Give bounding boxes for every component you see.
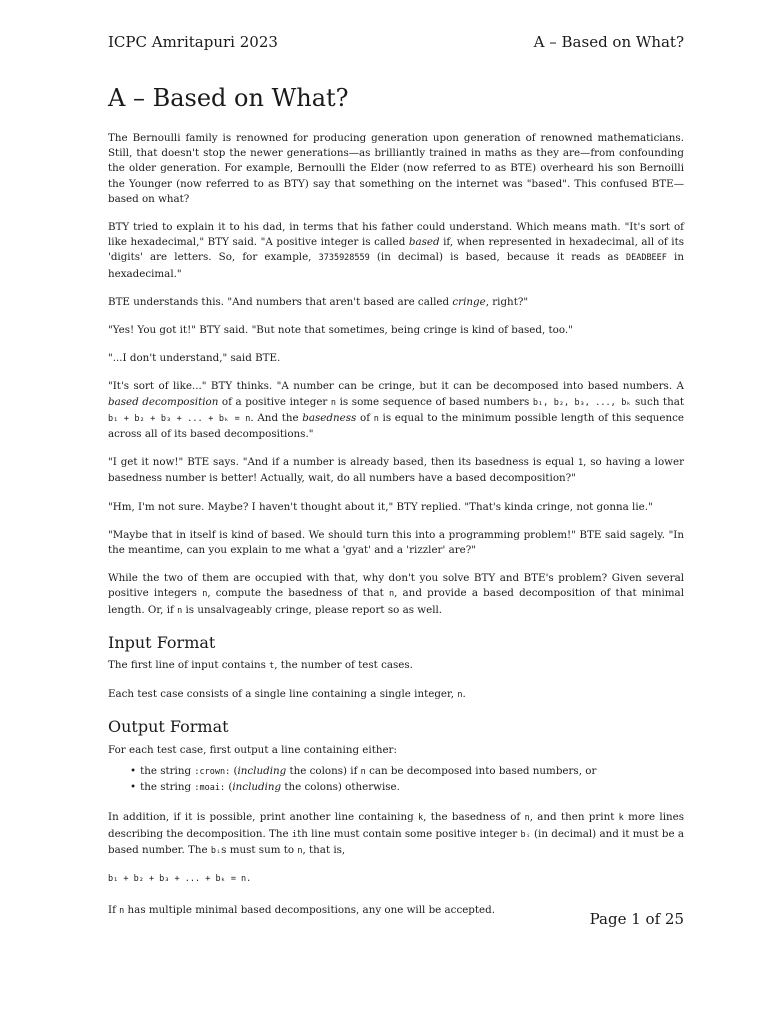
- paragraph-task: While the two of them are occupied with that, why don't you solve BTY and BTE's problem? Given several positive integers n, compute the basedness of that n, and provide a based decomposition of that minimal length. Or, if n is unsalvageably cringe, please report so as well.: [108, 572, 684, 616]
- list-item: • the string :moai: (including the colons) otherwise.: [130, 780, 684, 796]
- input-format-heading: Input Format: [108, 632, 216, 652]
- paragraph-hexadecimal: BTY tried to explain it to his dad, in terms that his father could understand. Which means math. "It's sort of like hexadecimal," BTY said. "A positive integer is called based if, when represented in hexadecimal, all of its 'digits' are letters. So, for example, 3735928559 (in decimal) is based, because it reads as DEADBEEF in hexadecimal.": [108, 221, 684, 280]
- paragraph-programming-problem: "Maybe that in itself is kind of based. We should turn this into a programming problem!" BTE said sagely. "In the meantime, can you explain to me what a 'gyat' and a 'rizzler' are?": [108, 528, 684, 557]
- output-intro: For each test case, first output a line containing either:: [108, 743, 397, 756]
- output-format-heading: Output Format: [108, 717, 229, 737]
- output-description: In addition, if it is possible, print another line containing k, the basedness of n, and then print k more lines describing the decomposition. The ith line must contain some positive integer bᵢ (in decimal) and it must be a based number. The bᵢs must sum to n, that is,: [108, 811, 685, 856]
- paragraph-not-sure: "Hm, I'm not sure. Maybe? I haven't thought about it," BTY replied. "That's kinda cringe, not gonna lie.": [108, 500, 653, 513]
- paragraph-dont-understand: "...I don't understand," said BTE.: [108, 352, 281, 365]
- page-title: A – Based on What?: [108, 84, 349, 112]
- list-item: • the string :crown: (including the colons) if n can be decomposed into based numbers, or: [130, 764, 684, 780]
- paragraph-definition: "It's sort of like..." BTY thinks. "A number can be cringe, but it can be decomposed into based numbers. A based decomposition of a positive integer n is some sequence of based numbers b₁, b₂, b₃, ..., bₖ such that b₁ + b₂ + b₃ + ... + bₖ = n. And the basedness of n is equal to the minimum possible length of this sequence across all of its based decompositions.": [108, 380, 685, 441]
- paragraph-get-it: "I get it now!" BTE says. "And if a number is already based, then its basedness is equal 1, so having a lower basedness number is better! Actually, wait, do all numbers have a based decomposition?": [108, 456, 684, 485]
- sum-formula: b₁ + b₂ + b₃ + ... + bₖ = n.: [108, 873, 252, 884]
- input-line-1: The first line of input contains t, the number of test cases.: [108, 659, 413, 672]
- paragraph-intro: The Bernoulli family is renowned for producing generation upon generation of renowned mathematicians. Still, that doesn't stop the newer generations—as brilliantly trained in maths as they are—from confounding the older generation. For example, Bernoulli the Elder (now referred to as BTE) overheard his son Bernoilli the Younger (now referred to as BTY) say that something on the internet was "based". This confused BTE—based on what?: [108, 132, 684, 205]
- input-line-2: Each test case consists of a single line containing a single integer, n.: [108, 688, 466, 701]
- problem-statement: [108, 131, 684, 932]
- output-note: If n has multiple minimal based decompositions, any one will be accepted.: [108, 904, 495, 917]
- output-options-list: [108, 764, 684, 796]
- paragraph-yes: "Yes! You got it!" BTY said. "But note that sometimes, being cringe is kind of based, too.": [108, 324, 573, 337]
- paragraph-cringe: BTE understands this. "And numbers that aren't based are called cringe, right?": [108, 295, 529, 308]
- header-contest-name: ICPC Amritapuri 2023: [108, 33, 278, 51]
- page-number: Page 1 of 25: [589, 910, 684, 928]
- header-problem-name: A – Based on What?: [533, 33, 684, 51]
